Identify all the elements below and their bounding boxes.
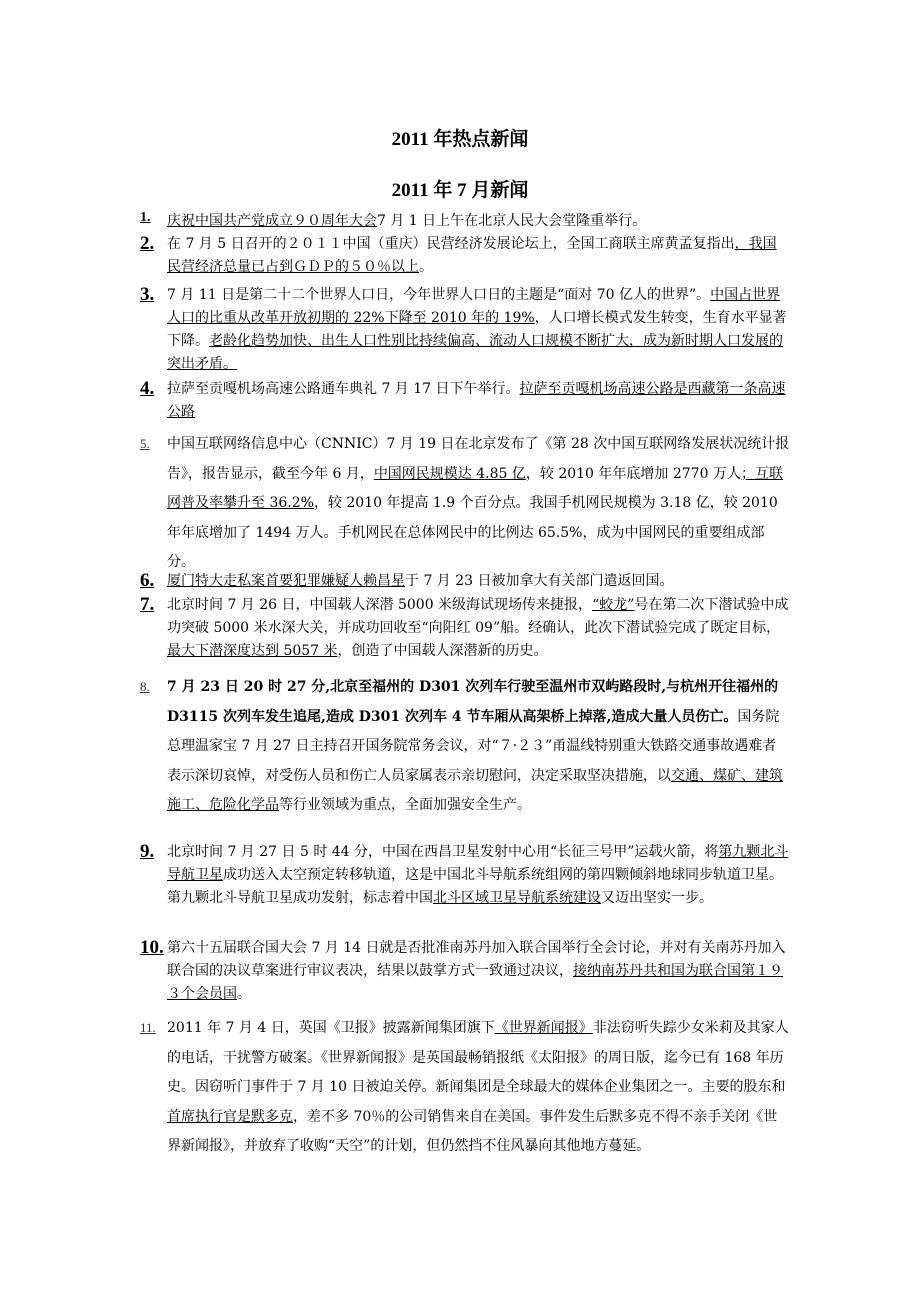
underlined-key-point: 北斗区域卫星导航系统建设 — [433, 890, 601, 906]
item-text — [167, 937, 790, 1006]
text-segment: 北京时间 7 月 27 日 5 时 44 分，中国在西昌卫星发射中心用“长征三号甲”运载火箭，将 — [167, 844, 719, 860]
item-number: 9. — [140, 841, 155, 862]
item-text — [167, 430, 790, 578]
news-item-9 — [140, 841, 790, 910]
text-segment: 2011 年 7 月 4 日，英国《卫报》披露新闻集团旗下 — [167, 1020, 495, 1036]
underlined-key-point: 首席执行官是默多克 — [167, 1108, 293, 1125]
item-number: 2. — [140, 233, 155, 254]
text-segment: 号在第二次下潜试验中成功突破 5000 米水深大关，并成功回收至“向阳红 09”船。经确认，此次下潜试验完成了既定目标， — [167, 597, 789, 636]
news-item-3 — [140, 284, 790, 376]
item-number: 5. — [140, 436, 150, 451]
item-text — [167, 378, 790, 424]
page-title: 2011 年热点新闻 — [391, 129, 529, 150]
item-number: 4. — [140, 378, 155, 399]
news-item-4 — [140, 378, 790, 424]
underlined-key-point: 最大下潜深度达到 5057 米 — [167, 643, 338, 659]
item-text — [167, 673, 790, 821]
text-segment: 在 7 月 5 日召开的２０１１中国（重庆）民营经济发展论坛上，全国工商联主席黄孟复指出 — [167, 236, 735, 252]
underlined-key-point: ；互联网普及率攀升至 36.2% — [167, 465, 783, 512]
item-text — [167, 570, 790, 593]
text-segment: 。 — [419, 259, 433, 275]
text-segment: 拉萨至贡嘎机场高速公路通车典礼 7 月 17 日下午举行。 — [167, 381, 520, 397]
text-segment: 等行业领域为重点，全面加强安全生产。 — [279, 797, 531, 814]
underlined-key-point: 《世界新闻报》 — [494, 1020, 593, 1036]
news-item-11 — [140, 1014, 790, 1162]
text-segment: 第六十五届联合国大会 7 月 14 日就是否批准南苏丹加入联合国举行全会讨论，并对有关南苏丹加入联合国的决议草案进行审议表决，结果以鼓掌方式一致通过决议， — [167, 940, 786, 979]
text-segment: 7 月 11 日是第二十二个世界人口日，今年世界人口日的主题是“面对 70 亿人的世界”。 — [167, 287, 711, 303]
page-subtitle: 2011 年 7 月新闻 — [391, 180, 529, 201]
text-segment: ，较 2010 年提高 1.9 个百分点。我国手机网民规模为 3.18 亿，较 2010 年年底增加了 1494 万人。手机网民在总体网民中的比例达 65.5%，成为中国网民的重要组成部分。 — [167, 495, 778, 571]
underlined-key-point: 中国占世界人口的比重从改革开放初期的 22%下降至 2010 年的 19% — [167, 287, 781, 326]
underlined-key-point: “蛟龙” — [592, 597, 635, 613]
text-segment: 国务院总理温家宝 7 月 27 日主持召开国务院常务会议，对“７·２３”甬温线特别重大铁路交通事故遇难者表示深切哀悼，对受伤人员和伤亡人员家属表示亲切慰问，决定采取坚决措施，以 — [167, 708, 780, 784]
text-segment: 于 7 月 23 日被加拿大有关部门遣返回国。 — [405, 573, 674, 589]
item-number: 7. — [140, 594, 155, 615]
item-text — [167, 284, 790, 376]
item-text — [167, 594, 790, 663]
news-item-1 — [140, 210, 790, 233]
news-item-8 — [140, 673, 790, 821]
item-number: 3. — [140, 284, 155, 305]
underlined-key-point: 交通、煤矿、建筑施工、危险化学品 — [167, 767, 783, 814]
text-segment: 。 — [237, 986, 251, 1002]
underlined-key-point: 厦门特大走私案首要犯罪嫌疑人赖昌星 — [167, 573, 405, 589]
item-number: 6. — [140, 570, 155, 591]
item-text — [167, 210, 790, 233]
news-item-2 — [140, 233, 790, 279]
underlined-key-point: ，我国民营经济总量已占到ＧＤＰ的５０％以上 — [167, 236, 777, 275]
underlined-key-point: 接纳南苏丹共和国为联合国第１９３个会员国 — [167, 963, 783, 1002]
text-segment: 7 月 23 日 20 时 27 分,北京至福州的 D301 次列车行驶至温州市双屿路段时,与杭州开往福州的 D3115 次列车发生追尾,造成 D301 次列车 4 节车厢从高架桥上掉落,造成大量人员伤亡。 — [167, 679, 779, 725]
underlined-key-point: 庆祝中国共产党成立９０周年大会 — [167, 213, 377, 229]
underlined-key-point: 老龄化趋势加快、出生人口性别比持续偏高、流动人口规模不断扩大，成为新时期人口发展的突出矛盾。 — [167, 333, 783, 372]
news-item-5 — [140, 430, 790, 578]
text-segment: 又迈出坚实一步。 — [601, 890, 713, 906]
news-item-6 — [140, 570, 790, 593]
underlined-key-point: 拉萨至贡嘎机场高速公路是西藏第一条高速公路 — [167, 381, 786, 420]
text-segment: ，创造了中国载人深潜新的历史。 — [337, 643, 548, 659]
item-text — [167, 233, 790, 279]
text-segment: 成功送入太空预定转移轨道，这是中国北斗导航系统组网的第四颗倾斜地球同步轨道卫星。第九颗北斗导航卫星成功发射，标志着中国 — [167, 867, 783, 906]
item-text — [167, 1014, 790, 1162]
item-text — [167, 841, 790, 910]
news-item-10 — [140, 937, 790, 1006]
text-segment: 北京时间 7 月 26 日，中国载人深潜 5000 米级海试现场传来捷报， — [167, 597, 593, 613]
item-number: 11. — [140, 1020, 156, 1035]
underlined-key-point: 中国网民规模达 4.85 亿 — [373, 465, 526, 482]
item-number: 1. — [140, 210, 151, 225]
text-segment: ，较 2010 年年底增加 2770 万人 — [525, 465, 741, 482]
text-segment: 中国互联网络信息中心（CNNIC）7 月 19 日在北京发布了《第 28 次中国互联网络发展状况统计报告》，报告显示，截至今年 6 月， — [167, 436, 790, 482]
text-segment: 7 月 1 日上午在北京人民大会堂隆重举行。 — [377, 213, 647, 229]
item-number: 10. — [140, 937, 164, 958]
text-segment: ，人口增长模式发生转变，生育水平显著下降。 — [167, 310, 787, 349]
text-segment: ，差不多 70％的公司销售来自在美国。事件发生后默多克不得不亲手关闭《世界新闻报》，并放弃了收购“天空”的计划，但仍然挡不住风暴向其他地方蔓延。 — [167, 1108, 778, 1155]
news-item-7 — [140, 594, 790, 663]
item-number: 8. — [140, 679, 150, 694]
text-segment: 非法窃听失踪少女米莉及其家人的电话，干扰警方破案。《世界新闻报》是英国最畅销报纸《太阳报》的周日版，迄今已有 168 年历史。因窃听门事件于 7 月 10 日被迫关停。新闻集团是全球最大的媒体企业集团之一。主要的股东和 — [167, 1020, 789, 1096]
underlined-key-point: 第九颗北斗导航卫星 — [167, 844, 789, 883]
